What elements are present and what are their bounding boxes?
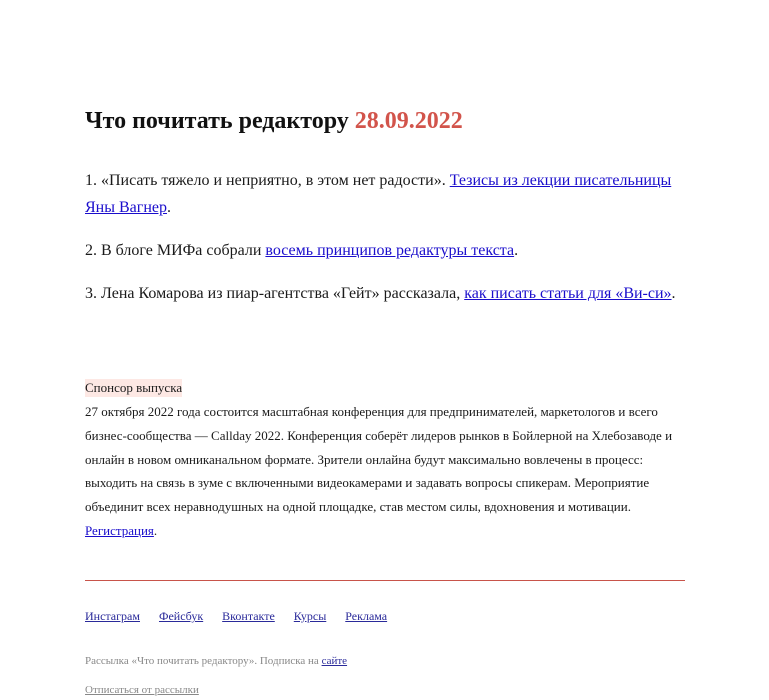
list-item	[85, 280, 685, 307]
item-suffix: .	[514, 242, 519, 259]
list-item	[85, 167, 685, 221]
item-text: 2. В блоге МИФа собрали	[85, 242, 262, 259]
footer-links	[85, 607, 406, 625]
article-link[interactable]: Тезисы из лекции писательницы Яны Вагнер	[85, 172, 672, 216]
reading-list	[85, 167, 685, 323]
unsubscribe-row	[85, 682, 199, 698]
article-link[interactable]: как писать статьи для «Ви-си»	[464, 285, 672, 302]
vkontakte-link[interactable]: Вконтакте	[222, 609, 275, 623]
site-link[interactable]: сайте	[321, 655, 348, 667]
divider	[85, 580, 685, 581]
item-text: 3. Лена Комарова из пиар-агентства «Гейт» рассказала,	[85, 285, 461, 302]
unsubscribe-link[interactable]: Отписаться от рассылки	[85, 684, 199, 696]
subscription-note	[85, 653, 347, 669]
sponsor-text	[85, 400, 685, 543]
sponsor-suffix: .	[153, 522, 158, 538]
item-suffix: .	[166, 199, 171, 216]
title-text: Что почитать редактору	[85, 108, 349, 134]
subscription-note-text: Рассылка «Что почитать редактору». Подписка на	[85, 655, 319, 667]
sponsor-block	[85, 376, 685, 543]
instagram-link[interactable]: Инстаграм	[85, 609, 140, 623]
page-title	[85, 104, 463, 138]
sponsor-description: 27 октября 2022 года состоится масштабная конференция для предпринимателей, маркетологов и всего бизнес-сообщества — Callday 2022. Конференция соберёт лидеров рынков в Бойлерной на Хлебозаводе и онлайн в новом омниканальном формате. Зрители онлайна будут максимально вовлечены в процесс: выходить на связь в зуме с включенными видеокамерами и задавать вопросы спикерам. Мероприятие объединит всех неравнодушных на одной площадке, став местом силы, вдохновения и мотивации.	[85, 404, 673, 515]
courses-link[interactable]: Курсы	[293, 609, 327, 623]
issue-date: 28.09.2022	[354, 108, 463, 134]
facebook-link[interactable]: Фейсбук	[158, 609, 204, 623]
item-text: 1. «Писать тяжело и неприятно, в этом нет радости».	[85, 172, 446, 189]
advertising-link[interactable]: Реклама	[345, 609, 388, 623]
registration-link[interactable]: Регистрация	[85, 522, 154, 538]
sponsor-label: Спонсор выпуска	[85, 380, 183, 395]
item-suffix: .	[671, 285, 676, 302]
list-item	[85, 237, 685, 264]
article-link[interactable]: восемь принципов редактуры текста	[265, 242, 515, 259]
